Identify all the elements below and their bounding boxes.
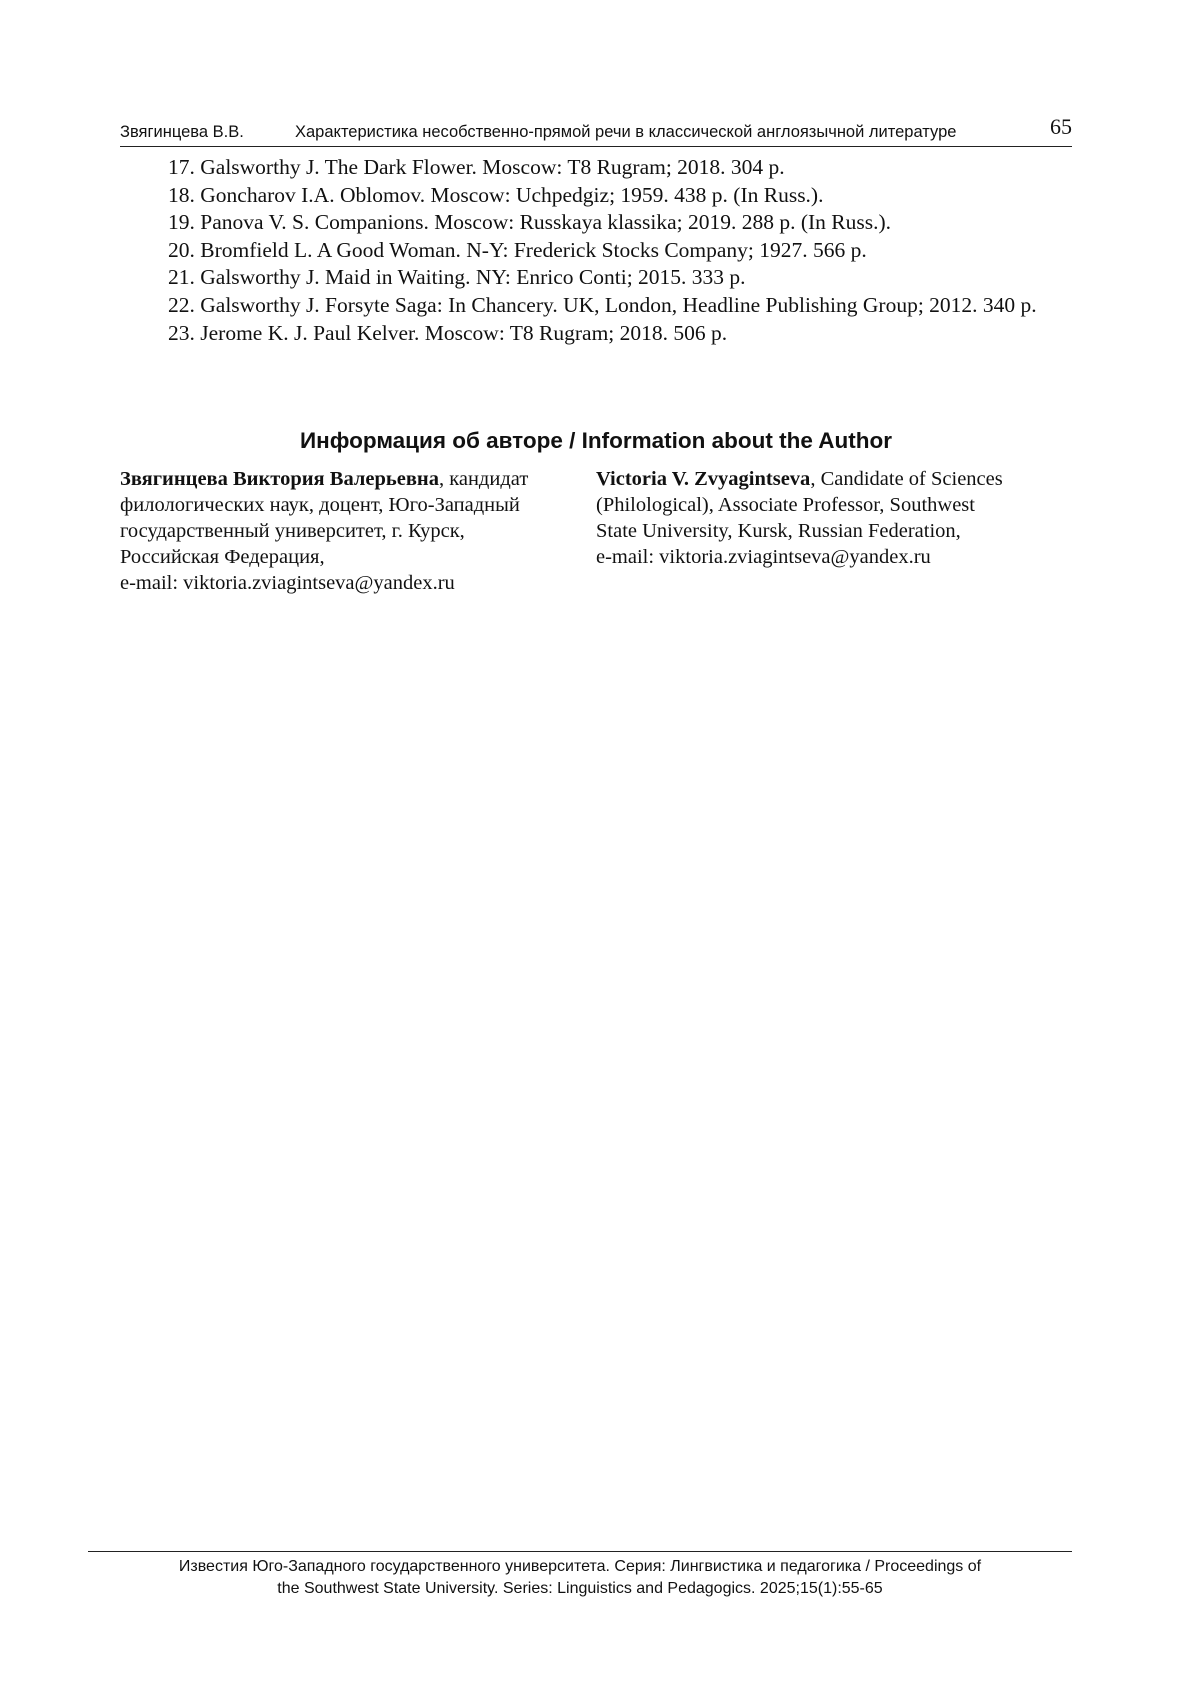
reference-item: 23. Jerome K. J. Paul Kelver. Moscow: T8 Rugram; 2018. 506 p.	[168, 320, 728, 345]
author-affiliation-en: (Philological), Associate Professor, Southwest	[596, 494, 975, 516]
reference-item: 18. Goncharov I.A. Oblomov. Moscow: Uchpedgiz; 1959. 438 p. (In Russ.).	[168, 182, 824, 207]
reference-item: 22. Galsworthy J. Forsyte Saga: In Chancery. UK, London, Headline Publishing Group; 2012. 340 p.	[168, 292, 1037, 317]
header-article-title: Характеристика несобственно-прямой речи в классической англоязычной литературе	[295, 123, 957, 141]
author-name-ru: Звягинцева Виктория Валерьевна	[120, 468, 439, 490]
author-email-ru: e-mail: viktoria.zviagintseva@yandex.ru	[120, 572, 455, 594]
running-header	[120, 116, 1072, 147]
author-info-english: Victoria V. Zvyagintseva, Candidate of Sciences (Philological), Associate Professor, Southwest State University, Kursk, Russian Federation, e-mail: viktoria.zviagintseva@yandex.ru	[596, 466, 1072, 570]
reference-list	[120, 154, 1072, 347]
reference-item: 17. Galsworthy J. The Dark Flower. Moscow: T8 Rugram; 2018. 304 p.	[168, 155, 785, 179]
journal-footer: Известия Юго-Западного государственного университета. Серия: Лингвистика и педагогика / Proceedings of the Southwest State University. Series: Linguistics and Pedagogics. 2025;15(1):55-65	[178, 1558, 982, 1597]
page-number: 65	[1050, 114, 1072, 139]
reference-item: 19. Panova V. S. Companions. Moscow: Russkaya klassika; 2019. 288 p. (In Russ.).	[168, 210, 892, 235]
author-name-en: Victoria V. Zvyagintseva	[596, 468, 811, 490]
header-author: Звягинцева В.В.	[120, 123, 244, 141]
footer-divider	[88, 1551, 1072, 1552]
reference-item: 20. Bromfield L. A Good Woman. N-Y: Frederick Stocks Company; 1927. 566 p.	[168, 237, 867, 262]
author-info-russian: Звягинцева Виктория Валерьевна, кандидат филологических наук, доцент, Юго-Западный государственный университет, г. Курск, Российская Федерация, e-mail: viktoria.zviagintseva@yandex.ru	[120, 466, 572, 596]
author-info-heading: Информация об авторе / Information about the Author	[299, 428, 893, 453]
author-email-en: e-mail: viktoria.zviagintseva@yandex.ru	[596, 546, 931, 568]
author-affiliation-ru: филологических наук, доцент, Юго-Западный	[120, 494, 520, 516]
reference-item: 21. Galsworthy J. Maid in Waiting. NY: Enrico Conti; 2015. 333 p.	[168, 265, 746, 290]
